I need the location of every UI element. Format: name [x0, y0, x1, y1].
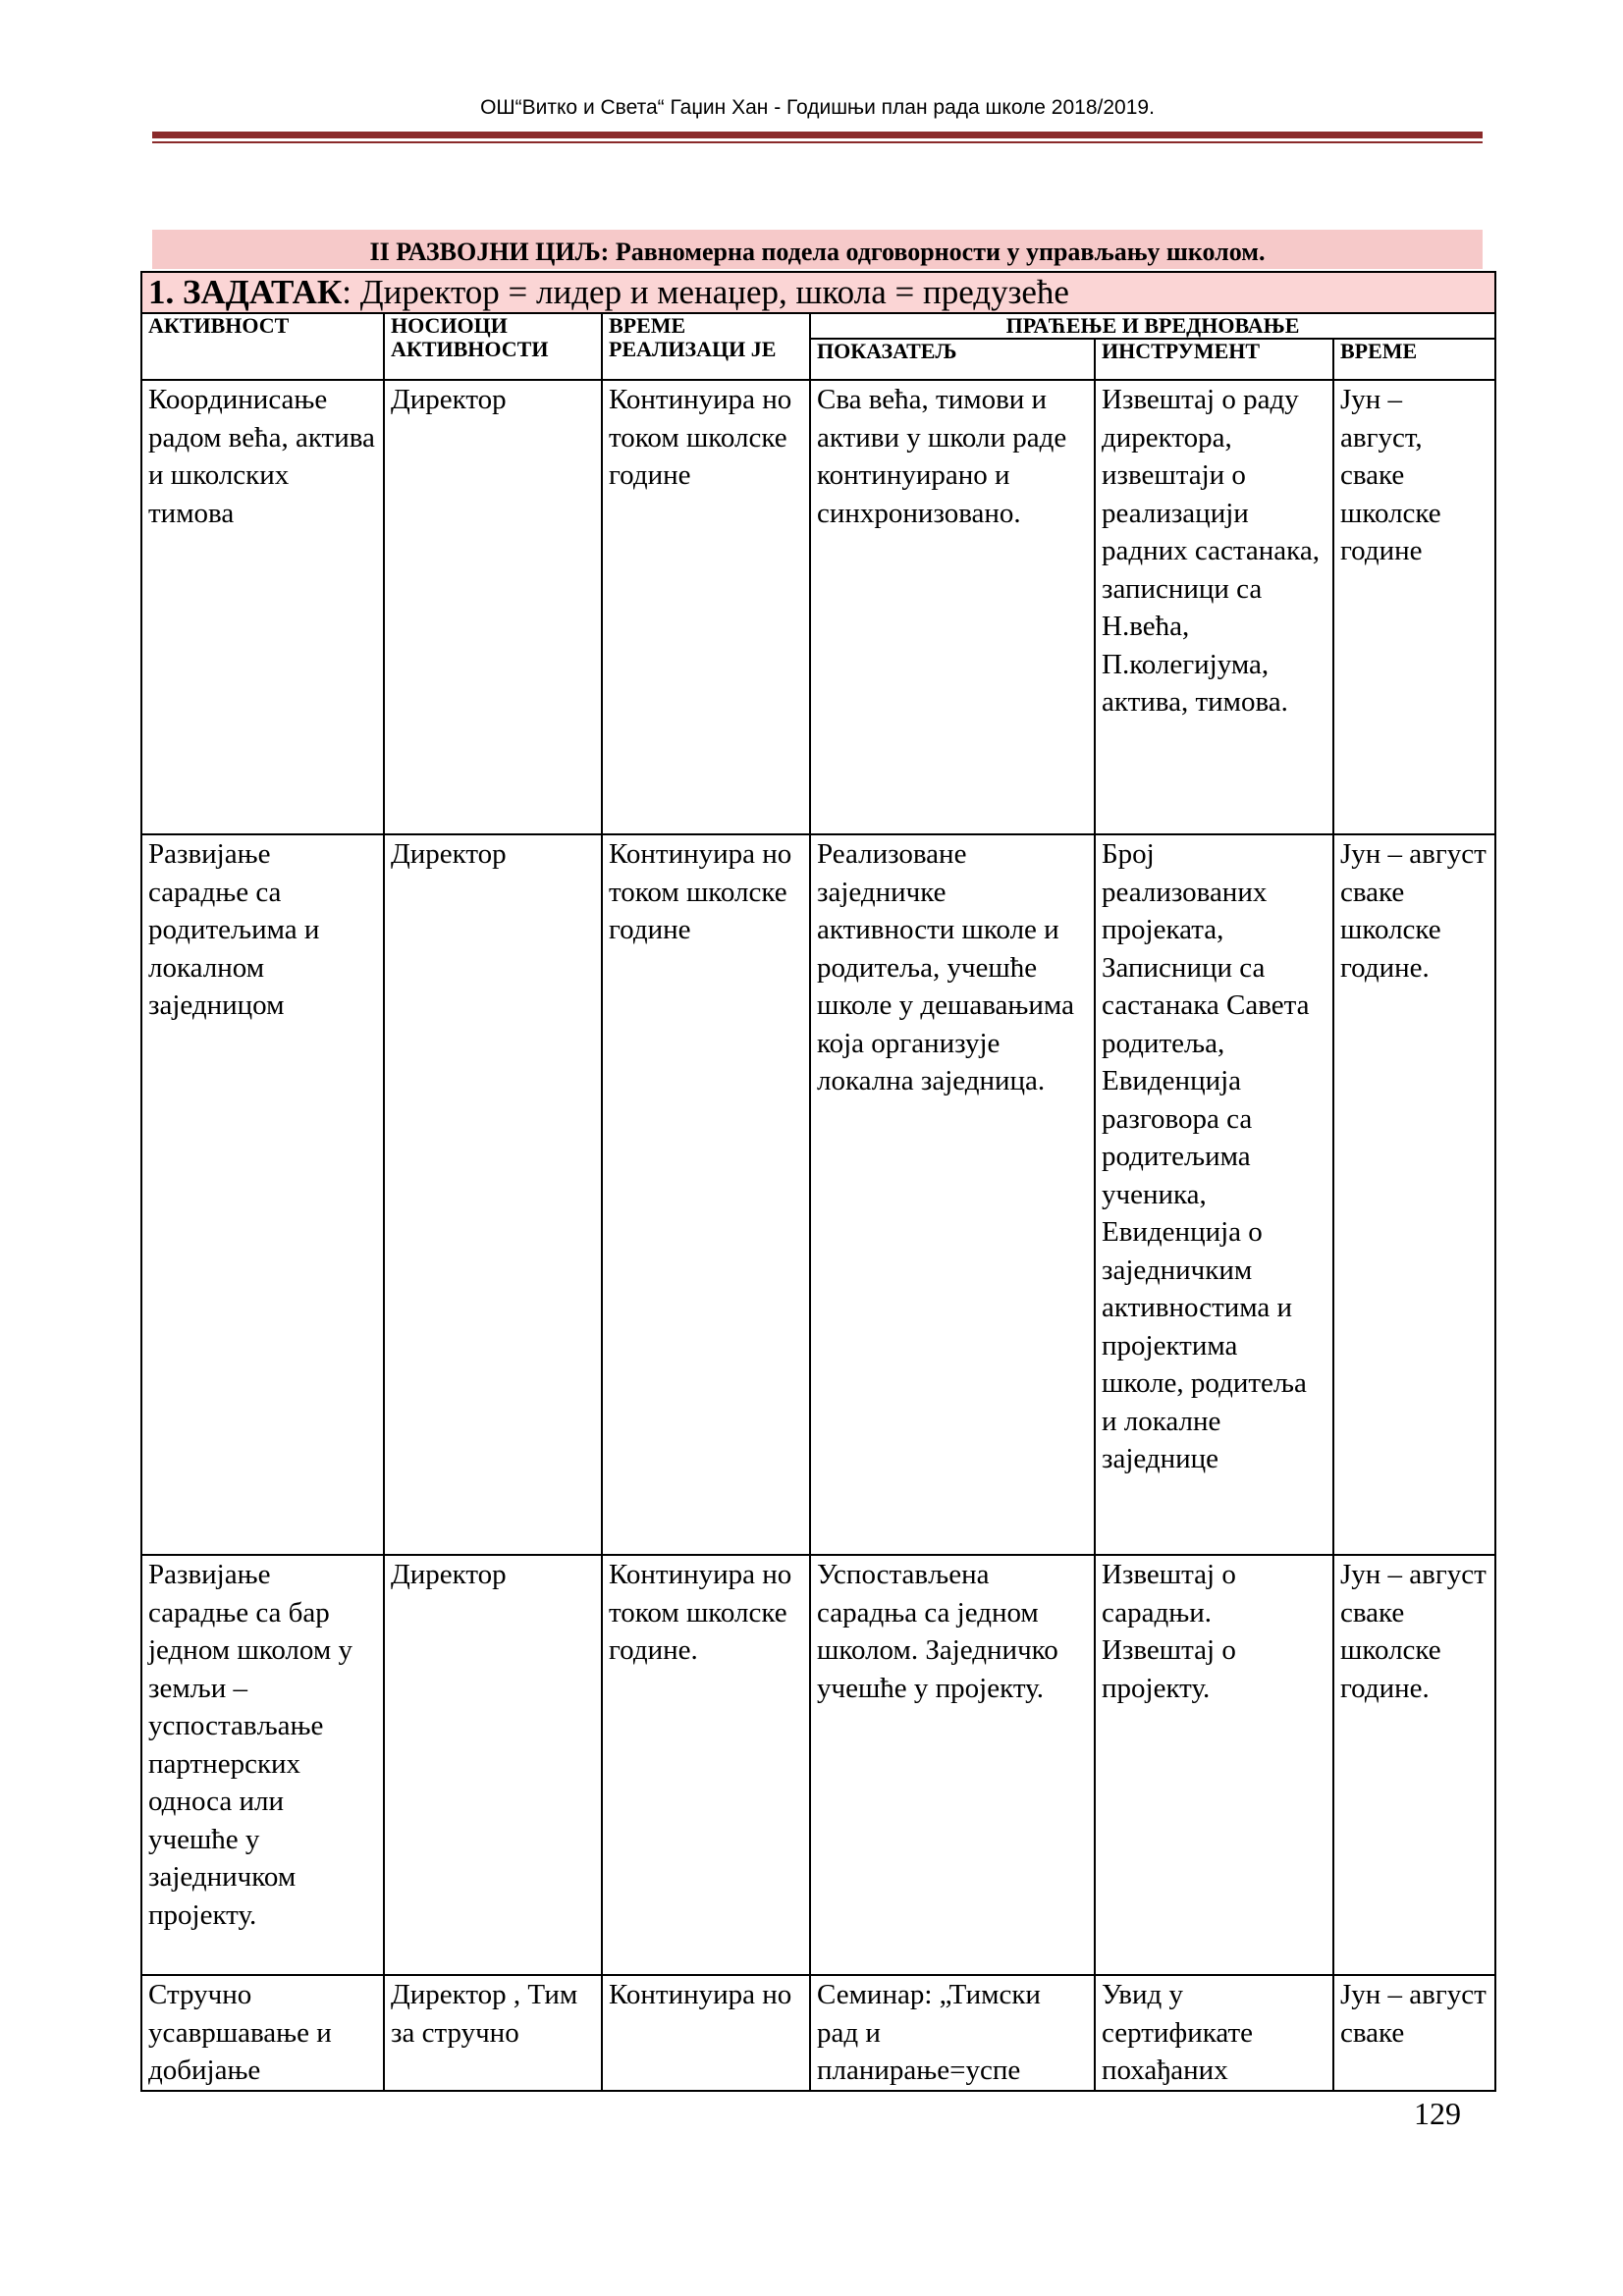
cell-indicator: Реализоване заједничке активности школе и родитеља, учешће школе у дешавањима која организује локална заједница.: [810, 834, 1095, 1555]
col-header-activity: АКТИВНОСТ: [141, 313, 384, 380]
cell-time: Континуира но: [602, 1975, 810, 2091]
cell-activity: Стручно усавршавање и добијање: [141, 1975, 384, 2091]
header-rule-thin: [152, 141, 1483, 143]
task-row: [141, 272, 1495, 313]
header-rule: [152, 132, 1483, 138]
cell-when: Јун – август сваке школске године.: [1333, 834, 1495, 1555]
col-header-instrument: ИНСТРУМЕНТ: [1095, 339, 1333, 380]
cell-time: Континуира но током школске године: [602, 834, 810, 1555]
cell-instrument: Увид у сертификате похађаних: [1095, 1975, 1333, 2091]
cell-activity: Координисање радом већа, актива и школских тимова: [141, 380, 384, 834]
plan-table: [140, 271, 1496, 2092]
col-header-time: ВРЕМЕ РЕАЛИЗАЦИ ЈЕ: [602, 313, 810, 380]
cell-when: Јун – август сваке школске године.: [1333, 1555, 1495, 1975]
cell-carriers: Директор: [384, 1555, 602, 1975]
task-label: 1. ЗАДАТАК: [148, 273, 343, 311]
cell-carriers: Директор: [384, 380, 602, 834]
page-number: 129: [1414, 2096, 1461, 2131]
cell-instrument: Извештај о раду директора, извештаји о реализацији радних састанака, записници са Н.већа, П.колегијума, актива, тимова.: [1095, 380, 1333, 834]
cell-when: Јун – август сваке: [1333, 1975, 1495, 2091]
cell-indicator: Семинар: „Тимски рад и планирање=успе: [810, 1975, 1095, 2091]
col-header-indicator: ПОКАЗАТЕЉ: [810, 339, 1095, 380]
task-text: : Директор = лидер и менаџер, школа = предузеће: [342, 273, 1069, 311]
cell-when: Јун – август, сваке школске године: [1333, 380, 1495, 834]
table-row: [141, 1555, 1495, 1975]
cell-activity: Развијање сарадње са родитељима и локалном заједницом: [141, 834, 384, 1555]
col-header-carriers: НОСИОЦИ АКТИВНОСТИ: [384, 313, 602, 380]
cell-time: Континуира но током школске године: [602, 380, 810, 834]
cell-activity: Развијање сарадње са бар једном школом у земљи – успостављање партнерских односа или учешће у заједничком пројекту.: [141, 1555, 384, 1975]
col-header-monitoring: ПРАЋЕЊЕ И ВРЕДНОВАЊЕ: [810, 313, 1495, 339]
cell-carriers: Директор: [384, 834, 602, 1555]
cell-instrument: Број реализованих пројеката, Записници са састанака Савета родитеља, Евиденција разговора са родитељима ученика, Евиденција о заједничким активностима и пројектима школе, родитеља и локалне заједнице: [1095, 834, 1333, 1555]
col-header-when: ВРЕМЕ: [1333, 339, 1495, 380]
cell-carriers: Директор , Тим за стручно: [384, 1975, 602, 2091]
document-header: ОШ“Витко и Света“ Гаџин Хан - Годишњи план рада школе 2018/2019.: [480, 96, 1155, 119]
table-row: [141, 834, 1495, 1555]
development-goal: II РАЗВОЈНИ ЦИЉ: Равномерна подела одговорности у управљању школом.: [152, 230, 1483, 269]
column-header-row: [141, 313, 1495, 339]
cell-instrument: Извештај о сарадњи. Извештај о пројекту.: [1095, 1555, 1333, 1975]
table-row: [141, 1975, 1495, 2091]
table-row: [141, 380, 1495, 834]
cell-time: Континуира но током школске године.: [602, 1555, 810, 1975]
cell-indicator: Сва већа, тимови и активи у школи раде континуирано и синхронизовано.: [810, 380, 1095, 834]
cell-indicator: Успостављена сарадња са једном школом. Заједничко учешће у пројекту.: [810, 1555, 1095, 1975]
